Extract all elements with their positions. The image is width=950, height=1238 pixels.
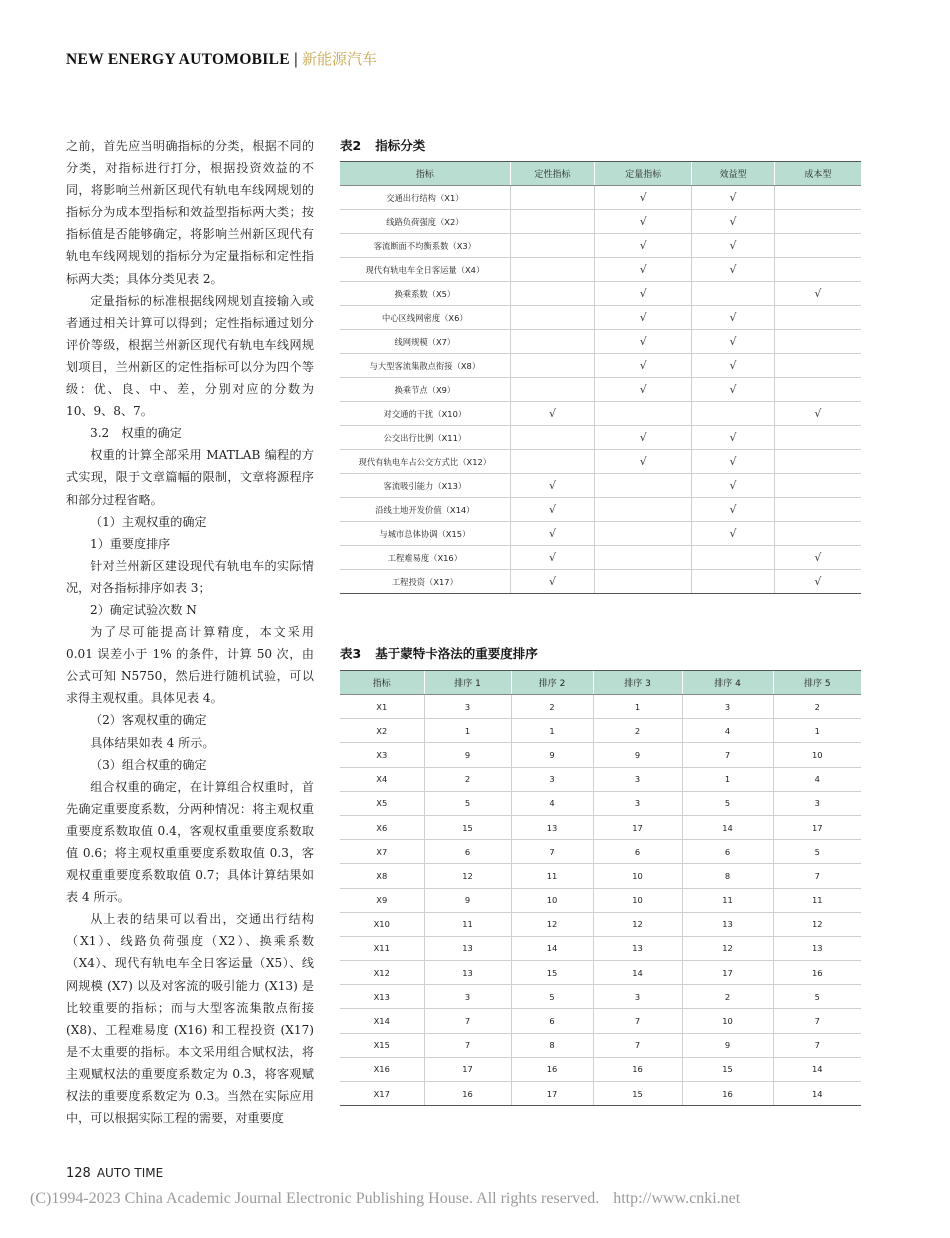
magazine-name: AUTO TIME: [96, 1166, 164, 1180]
cnki-url: http://www.cnki.net: [613, 1190, 741, 1207]
table-row: [340, 912, 861, 936]
table-row: [340, 888, 861, 912]
row-label-cell: 换乘系数（X5）: [340, 282, 510, 306]
copyright-line: [30, 1190, 740, 1208]
check-cell: [774, 330, 861, 354]
check-cell: [510, 186, 595, 210]
rank-cell: 3: [511, 767, 593, 791]
rank-cell: 2: [511, 695, 593, 719]
check-cell: √: [595, 426, 692, 450]
subsection-heading: （2）客观权重的确定: [90, 713, 207, 728]
check-cell: [595, 498, 692, 522]
rank-cell: 7: [511, 840, 593, 864]
rank-cell: 12: [682, 936, 773, 960]
rank-cell: 16: [424, 1082, 511, 1106]
rank-cell: 16: [593, 1057, 682, 1081]
rank-cell: 7: [424, 1009, 511, 1033]
rank-cell: 6: [593, 840, 682, 864]
row-label-cell: 交通出行结构（X1）: [340, 186, 510, 210]
table-row: [340, 985, 861, 1009]
rank-cell: 9: [682, 1033, 773, 1057]
check-cell: [692, 402, 775, 426]
rank-cell: 11: [682, 888, 773, 912]
rank-cell: 2: [773, 695, 861, 719]
check-cell: [692, 546, 775, 570]
check-cell: [510, 282, 595, 306]
running-header: [66, 48, 377, 69]
rank-cell: 10: [511, 888, 593, 912]
table-row: [340, 1033, 861, 1057]
check-cell: [510, 378, 595, 402]
check-cell: √: [595, 306, 692, 330]
check-cell: [774, 450, 861, 474]
row-label-cell: X15: [340, 1033, 424, 1057]
check-cell: [774, 306, 861, 330]
rank-cell: 12: [773, 912, 861, 936]
check-cell: [595, 522, 692, 546]
check-cell: [774, 210, 861, 234]
check-cell: [774, 474, 861, 498]
rank-cell: 3: [593, 767, 682, 791]
row-label-cell: X10: [340, 912, 424, 936]
row-label-cell: X3: [340, 743, 424, 767]
column-header: 效益型: [692, 162, 775, 186]
rank-cell: 7: [593, 1033, 682, 1057]
check-cell: [774, 498, 861, 522]
rank-cell: 3: [773, 791, 861, 815]
rank-cell: 11: [773, 888, 861, 912]
rank-cell: 10: [773, 743, 861, 767]
table-row: [340, 570, 861, 594]
journal-title-en: NEW ENERGY AUTOMOBILE: [66, 51, 290, 68]
table2-indicator-classification: [340, 161, 861, 594]
check-cell: [774, 258, 861, 282]
rank-cell: 10: [593, 888, 682, 912]
check-cell: √: [692, 450, 775, 474]
row-label-cell: 客流吸引能力（X13）: [340, 474, 510, 498]
rank-cell: 5: [424, 791, 511, 815]
rank-cell: 2: [593, 719, 682, 743]
column-header: 排序 3: [593, 671, 682, 695]
rank-cell: 1: [593, 695, 682, 719]
table-row: [340, 695, 861, 719]
paragraph: 之前，首先应当明确指标的分类，根据不同的分类，对指标进行打分，根据投资效益的不同，将影响兰州新区现代有轨电车线网规划的指标分为成本型指标和效益型指标两大类；按指标值是否能够确定，将影响兰州新区现代有轨电车线网规划的指标分为定量指标和定性指标两大类；具体分类见表 2。: [66, 139, 314, 286]
check-cell: [774, 426, 861, 450]
row-label-cell: 线路负荷强度（X2）: [340, 210, 510, 234]
rank-cell: 17: [682, 961, 773, 985]
check-cell: √: [595, 186, 692, 210]
rank-cell: 6: [682, 840, 773, 864]
rank-cell: 11: [511, 864, 593, 888]
rank-cell: 5: [511, 985, 593, 1009]
rank-cell: 16: [511, 1057, 593, 1081]
row-label-cell: X4: [340, 767, 424, 791]
rank-cell: 7: [593, 1009, 682, 1033]
check-cell: [510, 234, 595, 258]
check-cell: √: [774, 402, 861, 426]
check-cell: √: [692, 306, 775, 330]
column-header: 成本型: [774, 162, 861, 186]
table-row: [340, 815, 861, 839]
table3-importance-ranking: [340, 670, 861, 1106]
row-label-cell: X16: [340, 1057, 424, 1081]
check-cell: √: [692, 330, 775, 354]
rank-cell: 13: [511, 815, 593, 839]
table-row: [340, 474, 861, 498]
rank-cell: 5: [682, 791, 773, 815]
rank-cell: 9: [593, 743, 682, 767]
row-label-cell: 与大型客流集散点衔接（X8）: [340, 354, 510, 378]
rank-cell: 7: [773, 1033, 861, 1057]
rank-cell: 14: [511, 936, 593, 960]
subsection-heading: （3）组合权重的确定: [90, 757, 207, 772]
page-number: 128: [66, 1166, 91, 1181]
rank-cell: 13: [682, 912, 773, 936]
row-label-cell: X13: [340, 985, 424, 1009]
rank-cell: 3: [424, 985, 511, 1009]
check-cell: √: [692, 354, 775, 378]
check-cell: √: [595, 450, 692, 474]
table-row: [340, 306, 861, 330]
check-cell: [595, 402, 692, 426]
check-cell: √: [595, 354, 692, 378]
table-row: [340, 378, 861, 402]
check-cell: √: [692, 258, 775, 282]
row-label-cell: X9: [340, 888, 424, 912]
body-text-column: [66, 135, 314, 1129]
row-label-cell: X17: [340, 1082, 424, 1106]
row-label-cell: 现代有轨电车全日客运量（X4）: [340, 258, 510, 282]
rank-cell: 3: [593, 791, 682, 815]
header-separator: |: [293, 51, 298, 68]
rank-cell: 11: [424, 912, 511, 936]
column-header: 指标: [340, 162, 510, 186]
rank-cell: 13: [773, 936, 861, 960]
table2-caption: [340, 136, 425, 154]
check-cell: [774, 186, 861, 210]
row-label-cell: 沿线土地开发价值（X14）: [340, 498, 510, 522]
page-footer: [66, 1166, 163, 1181]
check-cell: √: [595, 330, 692, 354]
check-cell: √: [774, 570, 861, 594]
rank-cell: 9: [424, 888, 511, 912]
check-cell: [510, 426, 595, 450]
rank-cell: 2: [424, 767, 511, 791]
paragraph: 从上表的结果可以看出，交通出行结构（X1）、线路负荷强度（X2）、换乘系数（X4）、现代有轨电车全日客运量（X5）、线网规模 (X7) 以及对客流的吸引能力 (X13) 是比较重要的指标；而与大型客流集散点衔接 (X8)、工程难易度 (X16) 和工程投资 (X17) 是不太重要的指标。本文采用组合赋权法，将主观赋权法的重要度系数定为 0.3，将客观赋权法的重要度系数定为 0.3。当然在实际应用中，可以根据实际工程的需要，对重要度: [66, 912, 314, 1126]
table2-number: 表2: [340, 138, 362, 153]
rank-cell: 16: [682, 1082, 773, 1106]
check-cell: [510, 354, 595, 378]
column-header: 定量指标: [595, 162, 692, 186]
rank-cell: 8: [511, 1033, 593, 1057]
check-cell: √: [595, 210, 692, 234]
rank-cell: 17: [593, 815, 682, 839]
row-label-cell: 客流断面不均衡系数（X3）: [340, 234, 510, 258]
row-label-cell: X6: [340, 815, 424, 839]
table-row: [340, 450, 861, 474]
check-cell: √: [510, 402, 595, 426]
subsection-heading: （1）主观权重的确定: [90, 514, 207, 529]
paragraph: 定量指标的标准根据线网规划直接输入或者通过相关计算可以得到；定性指标通过划分评价等级，根据兰州新区现代有轨电车线网规划项目，兰州新区的定性指标可以分为四个等级：优、良、中、差，分别对应的分数为 10、9、8、7。: [66, 293, 314, 419]
check-cell: √: [692, 426, 775, 450]
row-label-cell: X2: [340, 719, 424, 743]
rank-cell: 1: [773, 719, 861, 743]
table-row: [340, 961, 861, 985]
rank-cell: 9: [511, 743, 593, 767]
table-row: [340, 522, 861, 546]
table-row: [340, 1009, 861, 1033]
row-label-cell: 工程投资（X17）: [340, 570, 510, 594]
paragraph: 权重的计算全部采用 MATLAB 编程的方式实现，限于文章篇幅的限制，文章将源程序和部分过程省略。: [66, 448, 314, 507]
row-label-cell: 对交通的干扰（X10）: [340, 402, 510, 426]
check-cell: √: [692, 186, 775, 210]
check-cell: √: [692, 474, 775, 498]
row-label-cell: 中心区线网密度（X6）: [340, 306, 510, 330]
rank-cell: 5: [773, 985, 861, 1009]
check-cell: √: [774, 546, 861, 570]
check-cell: [774, 354, 861, 378]
rank-cell: 13: [593, 936, 682, 960]
copyright-text: (C)1994-2023 China Academic Journal Electronic Publishing House. All rights reserved.: [30, 1190, 600, 1207]
check-cell: [692, 570, 775, 594]
table-row: [340, 791, 861, 815]
check-cell: √: [510, 498, 595, 522]
rank-cell: 7: [773, 864, 861, 888]
row-label-cell: X1: [340, 695, 424, 719]
check-cell: √: [692, 498, 775, 522]
check-cell: [595, 474, 692, 498]
row-label-cell: 线网规模（X7）: [340, 330, 510, 354]
check-cell: √: [510, 570, 595, 594]
rank-cell: 6: [424, 840, 511, 864]
table-row: [340, 426, 861, 450]
rank-cell: 17: [773, 815, 861, 839]
rank-cell: 7: [424, 1033, 511, 1057]
check-cell: √: [692, 378, 775, 402]
rank-cell: 7: [682, 743, 773, 767]
row-label-cell: X5: [340, 791, 424, 815]
check-cell: √: [595, 234, 692, 258]
check-cell: [510, 306, 595, 330]
check-cell: [595, 570, 692, 594]
rank-cell: 3: [682, 695, 773, 719]
rank-cell: 12: [424, 864, 511, 888]
check-cell: [774, 378, 861, 402]
rank-cell: 15: [511, 961, 593, 985]
check-cell: √: [595, 258, 692, 282]
table2-title: 指标分类: [375, 138, 426, 153]
rank-cell: 13: [424, 936, 511, 960]
table-row: [340, 330, 861, 354]
table-row: [340, 767, 861, 791]
check-cell: [692, 282, 775, 306]
row-label-cell: X12: [340, 961, 424, 985]
table-row: [340, 498, 861, 522]
rank-cell: 4: [682, 719, 773, 743]
check-cell: √: [692, 210, 775, 234]
table-row: [340, 840, 861, 864]
row-label-cell: X14: [340, 1009, 424, 1033]
paragraph: 针对兰州新区建设现代有轨电车的实际情况，对各指标排序如表 3；: [66, 558, 314, 595]
table3-caption: [340, 644, 538, 662]
check-cell: √: [595, 282, 692, 306]
check-cell: [510, 210, 595, 234]
table-row: [340, 402, 861, 426]
step-heading: 2）确定试验次数 N: [90, 602, 197, 617]
table-row: [340, 936, 861, 960]
rank-cell: 5: [773, 840, 861, 864]
rank-cell: 15: [593, 1082, 682, 1106]
table-row: [340, 354, 861, 378]
table3-title: 基于蒙特卡洛法的重要度排序: [375, 646, 538, 661]
rank-cell: 4: [511, 791, 593, 815]
rank-cell: 12: [511, 912, 593, 936]
rank-cell: 1: [682, 767, 773, 791]
table-row: [340, 282, 861, 306]
column-header: 指标: [340, 671, 424, 695]
rank-cell: 14: [773, 1057, 861, 1081]
rank-cell: 9: [424, 743, 511, 767]
rank-cell: 13: [424, 961, 511, 985]
check-cell: √: [692, 234, 775, 258]
table-row: [340, 546, 861, 570]
check-cell: [510, 330, 595, 354]
table-row: [340, 743, 861, 767]
paragraph: 具体结果如表 4 所示。: [90, 735, 215, 750]
table-row: [340, 864, 861, 888]
check-cell: √: [595, 378, 692, 402]
column-header: 排序 5: [773, 671, 861, 695]
rank-cell: 10: [593, 864, 682, 888]
table-row: [340, 719, 861, 743]
check-cell: [510, 258, 595, 282]
rank-cell: 3: [424, 695, 511, 719]
rank-cell: 12: [593, 912, 682, 936]
rank-cell: 14: [773, 1082, 861, 1106]
table-row: [340, 234, 861, 258]
check-cell: √: [774, 282, 861, 306]
rank-cell: 15: [682, 1057, 773, 1081]
rank-cell: 17: [424, 1057, 511, 1081]
table-row: [340, 1082, 861, 1106]
check-cell: [510, 450, 595, 474]
row-label-cell: X11: [340, 936, 424, 960]
rank-cell: 2: [682, 985, 773, 1009]
rank-cell: 15: [424, 815, 511, 839]
table-row: [340, 210, 861, 234]
column-header: 排序 1: [424, 671, 511, 695]
paragraph: 为了尽可能提高计算精度，本文采用 0.01 误差小于 1% 的条件，计算 50 次，由公式可知 N5750，然后进行随机试验，可以求得主观权重。具体见表 4。: [66, 625, 314, 706]
check-cell: √: [510, 522, 595, 546]
check-cell: [774, 234, 861, 258]
rank-cell: 17: [511, 1082, 593, 1106]
rank-cell: 16: [773, 961, 861, 985]
column-header: 排序 2: [511, 671, 593, 695]
check-cell: [774, 522, 861, 546]
check-cell: [595, 546, 692, 570]
paragraph: 组合权重的确定，在计算组合权重时，首先确定重要度系数，分两种情况：将主观权重重要度系数取值 0.4，客观权重重要度系数取值 0.6；将主观权重重要度系数取值 0.3，客观权重重要度系数取值 0.7；具体计算结果如表 4 所示。: [66, 779, 314, 905]
row-label-cell: X8: [340, 864, 424, 888]
rank-cell: 14: [682, 815, 773, 839]
column-header: 排序 4: [682, 671, 773, 695]
rank-cell: 8: [682, 864, 773, 888]
table3-number: 表3: [340, 646, 362, 661]
step-heading: 1）重要度排序: [90, 536, 171, 551]
check-cell: √: [510, 474, 595, 498]
row-label-cell: 公交出行比例（X11）: [340, 426, 510, 450]
row-label-cell: 工程难易度（X16）: [340, 546, 510, 570]
row-label-cell: 换乘节点（X9）: [340, 378, 510, 402]
column-header: 定性指标: [510, 162, 595, 186]
rank-cell: 10: [682, 1009, 773, 1033]
rank-cell: 7: [773, 1009, 861, 1033]
rank-cell: 1: [424, 719, 511, 743]
table-row: [340, 186, 861, 210]
check-cell: √: [510, 546, 595, 570]
row-label-cell: 现代有轨电车占公交方式比（X12）: [340, 450, 510, 474]
rank-cell: 3: [593, 985, 682, 1009]
section-heading: 3.2 权重的确定: [90, 426, 182, 441]
check-cell: √: [692, 522, 775, 546]
rank-cell: 14: [593, 961, 682, 985]
row-label-cell: X7: [340, 840, 424, 864]
rank-cell: 1: [511, 719, 593, 743]
table-row: [340, 258, 861, 282]
row-label-cell: 与城市总体协调（X15）: [340, 522, 510, 546]
rank-cell: 4: [773, 767, 861, 791]
rank-cell: 6: [511, 1009, 593, 1033]
table-row: [340, 1057, 861, 1081]
journal-title-cn: 新能源汽车: [301, 50, 377, 68]
